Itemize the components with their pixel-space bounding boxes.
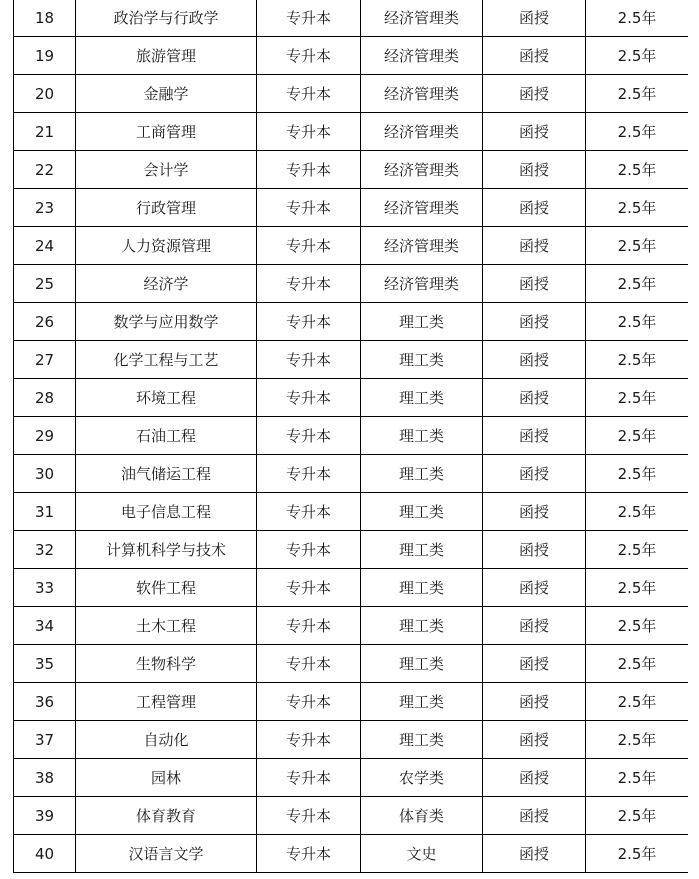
study-mode-cell: 函授 — [483, 37, 586, 75]
subject-category-cell: 理工类 — [361, 683, 483, 721]
duration-cell: 2.5年 — [586, 227, 689, 265]
study-mode-cell: 函授 — [483, 417, 586, 455]
table-row — [14, 721, 689, 759]
education-level-cell: 专升本 — [257, 835, 361, 873]
row-number-cell: 29 — [14, 417, 76, 455]
study-mode-cell: 函授 — [483, 721, 586, 759]
row-number-cell: 28 — [14, 379, 76, 417]
study-mode-cell: 函授 — [483, 303, 586, 341]
education-level-cell: 专升本 — [257, 379, 361, 417]
education-level-cell: 专升本 — [257, 37, 361, 75]
duration-cell: 2.5年 — [586, 455, 689, 493]
education-level-cell: 专升本 — [257, 455, 361, 493]
table-row — [14, 645, 689, 683]
duration-cell: 2.5年 — [586, 0, 689, 37]
subject-category-cell: 理工类 — [361, 417, 483, 455]
row-number-cell: 20 — [14, 75, 76, 113]
study-mode-cell: 函授 — [483, 683, 586, 721]
table-row — [14, 797, 689, 835]
row-number-cell: 37 — [14, 721, 76, 759]
subject-category-cell: 经济管理类 — [361, 151, 483, 189]
education-level-cell: 专升本 — [257, 0, 361, 37]
major-name-cell: 行政管理 — [76, 189, 257, 227]
subject-category-cell: 理工类 — [361, 341, 483, 379]
table-row — [14, 341, 689, 379]
major-name-cell: 政治学与行政学 — [76, 0, 257, 37]
major-name-cell: 环境工程 — [76, 379, 257, 417]
study-mode-cell: 函授 — [483, 341, 586, 379]
subject-category-cell: 理工类 — [361, 607, 483, 645]
education-level-cell: 专升本 — [257, 759, 361, 797]
subject-category-cell: 经济管理类 — [361, 113, 483, 151]
duration-cell: 2.5年 — [586, 417, 689, 455]
subject-category-cell: 理工类 — [361, 455, 483, 493]
education-level-cell: 专升本 — [257, 189, 361, 227]
duration-cell: 2.5年 — [586, 113, 689, 151]
row-number-cell: 36 — [14, 683, 76, 721]
study-mode-cell: 函授 — [483, 151, 586, 189]
table-row — [14, 303, 689, 341]
study-mode-cell: 函授 — [483, 455, 586, 493]
row-number-cell: 40 — [14, 835, 76, 873]
education-level-cell: 专升本 — [257, 265, 361, 303]
duration-cell: 2.5年 — [586, 797, 689, 835]
study-mode-cell: 函授 — [483, 835, 586, 873]
study-mode-cell: 函授 — [483, 227, 586, 265]
subject-category-cell: 理工类 — [361, 493, 483, 531]
study-mode-cell: 函授 — [483, 75, 586, 113]
row-number-cell: 34 — [14, 607, 76, 645]
study-mode-cell: 函授 — [483, 531, 586, 569]
major-name-cell: 软件工程 — [76, 569, 257, 607]
education-level-cell: 专升本 — [257, 607, 361, 645]
row-number-cell: 21 — [14, 113, 76, 151]
subject-category-cell: 经济管理类 — [361, 0, 483, 37]
study-mode-cell: 函授 — [483, 493, 586, 531]
education-level-cell: 专升本 — [257, 569, 361, 607]
study-mode-cell: 函授 — [483, 379, 586, 417]
study-mode-cell: 函授 — [483, 0, 586, 37]
duration-cell: 2.5年 — [586, 341, 689, 379]
row-number-cell: 18 — [14, 0, 76, 37]
education-level-cell: 专升本 — [257, 493, 361, 531]
major-name-cell: 生物科学 — [76, 645, 257, 683]
study-mode-cell: 函授 — [483, 607, 586, 645]
major-name-cell: 经济学 — [76, 265, 257, 303]
table-row — [14, 379, 689, 417]
major-name-cell: 工商管理 — [76, 113, 257, 151]
education-level-cell: 专升本 — [257, 683, 361, 721]
table-row — [14, 683, 689, 721]
study-mode-cell: 函授 — [483, 645, 586, 683]
table-row — [14, 531, 689, 569]
subject-category-cell: 农学类 — [361, 759, 483, 797]
major-name-cell: 旅游管理 — [76, 37, 257, 75]
table-row — [14, 455, 689, 493]
table-row — [14, 75, 689, 113]
major-name-cell: 石油工程 — [76, 417, 257, 455]
education-level-cell: 专升本 — [257, 797, 361, 835]
study-mode-cell: 函授 — [483, 569, 586, 607]
major-name-cell: 计算机科学与技术 — [76, 531, 257, 569]
table-row — [14, 113, 689, 151]
education-level-cell: 专升本 — [257, 75, 361, 113]
education-level-cell: 专升本 — [257, 531, 361, 569]
education-level-cell: 专升本 — [257, 645, 361, 683]
study-mode-cell: 函授 — [483, 797, 586, 835]
subject-category-cell: 理工类 — [361, 531, 483, 569]
duration-cell: 2.5年 — [586, 189, 689, 227]
subject-category-cell: 理工类 — [361, 645, 483, 683]
table-row — [14, 265, 689, 303]
table-row — [14, 835, 689, 873]
subject-category-cell: 文史 — [361, 835, 483, 873]
duration-cell: 2.5年 — [586, 835, 689, 873]
table-row — [14, 189, 689, 227]
duration-cell: 2.5年 — [586, 379, 689, 417]
duration-cell: 2.5年 — [586, 759, 689, 797]
education-level-cell: 专升本 — [257, 227, 361, 265]
duration-cell: 2.5年 — [586, 37, 689, 75]
major-name-cell: 自动化 — [76, 721, 257, 759]
major-name-cell: 金融学 — [76, 75, 257, 113]
duration-cell: 2.5年 — [586, 569, 689, 607]
row-number-cell: 26 — [14, 303, 76, 341]
education-level-cell: 专升本 — [257, 113, 361, 151]
duration-cell: 2.5年 — [586, 493, 689, 531]
duration-cell: 2.5年 — [586, 683, 689, 721]
table-row — [14, 607, 689, 645]
major-name-cell: 数学与应用数学 — [76, 303, 257, 341]
row-number-cell: 23 — [14, 189, 76, 227]
table-row — [14, 569, 689, 607]
duration-cell: 2.5年 — [586, 607, 689, 645]
table-row — [14, 151, 689, 189]
education-level-cell: 专升本 — [257, 303, 361, 341]
subject-category-cell: 理工类 — [361, 303, 483, 341]
duration-cell: 2.5年 — [586, 721, 689, 759]
major-name-cell: 体育教育 — [76, 797, 257, 835]
major-name-cell: 工程管理 — [76, 683, 257, 721]
row-number-cell: 33 — [14, 569, 76, 607]
duration-cell: 2.5年 — [586, 645, 689, 683]
table-row — [14, 417, 689, 455]
duration-cell: 2.5年 — [586, 531, 689, 569]
majors-table — [13, 0, 688, 873]
duration-cell: 2.5年 — [586, 75, 689, 113]
subject-category-cell: 经济管理类 — [361, 37, 483, 75]
duration-cell: 2.5年 — [586, 151, 689, 189]
subject-category-cell: 理工类 — [361, 569, 483, 607]
table-row — [14, 0, 689, 37]
major-name-cell: 油气储运工程 — [76, 455, 257, 493]
majors-table-container — [13, 0, 688, 879]
row-number-cell: 35 — [14, 645, 76, 683]
table-row — [14, 227, 689, 265]
major-name-cell: 会计学 — [76, 151, 257, 189]
subject-category-cell: 理工类 — [361, 379, 483, 417]
subject-category-cell: 经济管理类 — [361, 227, 483, 265]
majors-table-body — [14, 0, 689, 873]
education-level-cell: 专升本 — [257, 417, 361, 455]
subject-category-cell: 经济管理类 — [361, 265, 483, 303]
major-name-cell: 园林 — [76, 759, 257, 797]
education-level-cell: 专升本 — [257, 721, 361, 759]
table-row — [14, 493, 689, 531]
table-row — [14, 759, 689, 797]
education-level-cell: 专升本 — [257, 151, 361, 189]
subject-category-cell: 经济管理类 — [361, 75, 483, 113]
row-number-cell: 32 — [14, 531, 76, 569]
table-row — [14, 37, 689, 75]
row-number-cell: 24 — [14, 227, 76, 265]
subject-category-cell: 经济管理类 — [361, 189, 483, 227]
row-number-cell: 25 — [14, 265, 76, 303]
study-mode-cell: 函授 — [483, 113, 586, 151]
major-name-cell: 人力资源管理 — [76, 227, 257, 265]
major-name-cell: 土木工程 — [76, 607, 257, 645]
row-number-cell: 31 — [14, 493, 76, 531]
row-number-cell: 22 — [14, 151, 76, 189]
major-name-cell: 汉语言文学 — [76, 835, 257, 873]
study-mode-cell: 函授 — [483, 759, 586, 797]
row-number-cell: 19 — [14, 37, 76, 75]
row-number-cell: 27 — [14, 341, 76, 379]
row-number-cell: 38 — [14, 759, 76, 797]
major-name-cell: 化学工程与工艺 — [76, 341, 257, 379]
study-mode-cell: 函授 — [483, 265, 586, 303]
row-number-cell: 39 — [14, 797, 76, 835]
major-name-cell: 电子信息工程 — [76, 493, 257, 531]
duration-cell: 2.5年 — [586, 265, 689, 303]
row-number-cell: 30 — [14, 455, 76, 493]
study-mode-cell: 函授 — [483, 189, 586, 227]
education-level-cell: 专升本 — [257, 341, 361, 379]
subject-category-cell: 理工类 — [361, 721, 483, 759]
duration-cell: 2.5年 — [586, 303, 689, 341]
subject-category-cell: 体育类 — [361, 797, 483, 835]
